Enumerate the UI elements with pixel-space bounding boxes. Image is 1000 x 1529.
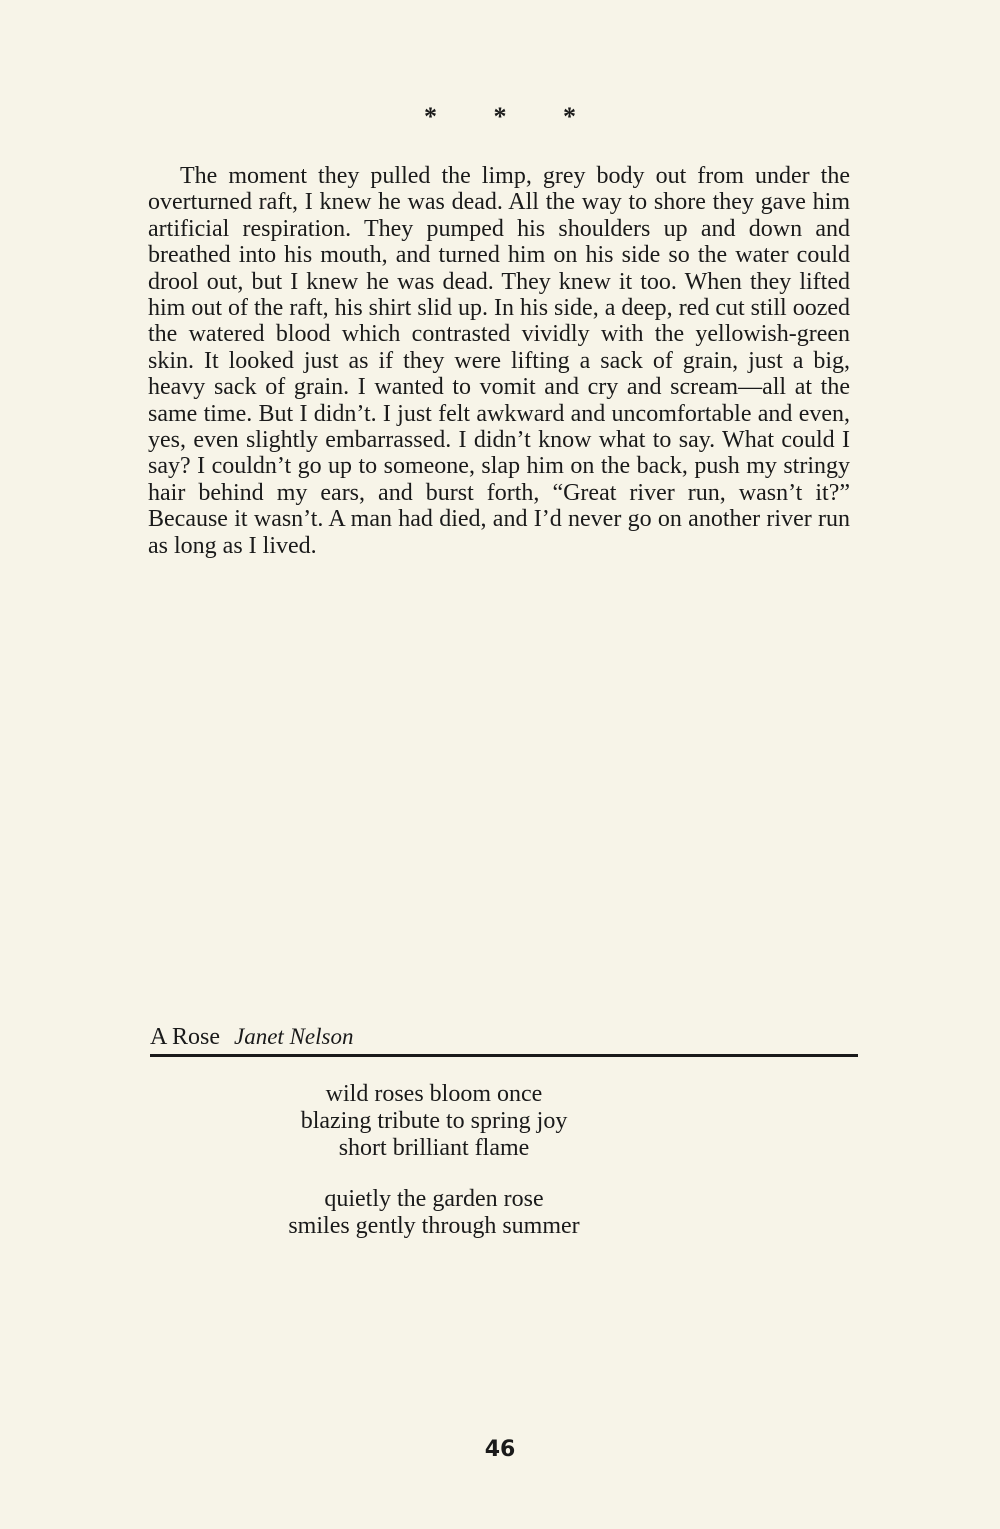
poem-line: short brilliant flame	[338, 1135, 530, 1161]
poem-title: A Rose	[150, 1024, 221, 1050]
poem-stanza	[0, 1081, 934, 1162]
poem-line: smiles gently through summer	[288, 1213, 580, 1239]
asterisk: *	[493, 102, 507, 131]
poem-author: Janet Nelson	[234, 1024, 354, 1049]
page-number: 46	[484, 1437, 516, 1462]
poem-line: wild roses bloom once	[325, 1081, 543, 1107]
poem-header	[150, 1022, 858, 1057]
asterisk: *	[563, 102, 576, 131]
prose-paragraph: The moment they pulled the limp, grey body out from under the overturned raft, I knew he was dead. All the way to shore they gave him artificial respiration. They pumped his shoulders up and down and breathed into his mouth, and turned him on his side so the water could drool out, but I knew he was dead. They knew it too. When they lifted him out of the raft, his shirt slid up. In his side, a deep, red cut still oozed the watered blood which contrasted vividly with the yellowish-green skin. It looked just as if they were lifting a sack of grain, just a big, heavy sack of grain. I wanted to vomit and cry and scream—all at the same time. But I didn’t. I just felt awkward and uncomfortable and even, yes, even slightly embarrassed. I didn’t know what to say. What could I say? I couldn’t go up to someone, slap him on the back, push my stringy hair behind my ears, and burst forth, “Great river run, wasn’t it?” Because it wasn’t. A man had died, and I’d never go on another river run as long as I lived.	[148, 163, 850, 559]
section-separator	[0, 104, 1000, 130]
poem-line: quietly the garden rose	[324, 1186, 544, 1212]
asterisk: *	[424, 102, 437, 131]
poem-line: blazing tribute to spring joy	[300, 1108, 568, 1134]
poem-stanza	[0, 1186, 934, 1240]
